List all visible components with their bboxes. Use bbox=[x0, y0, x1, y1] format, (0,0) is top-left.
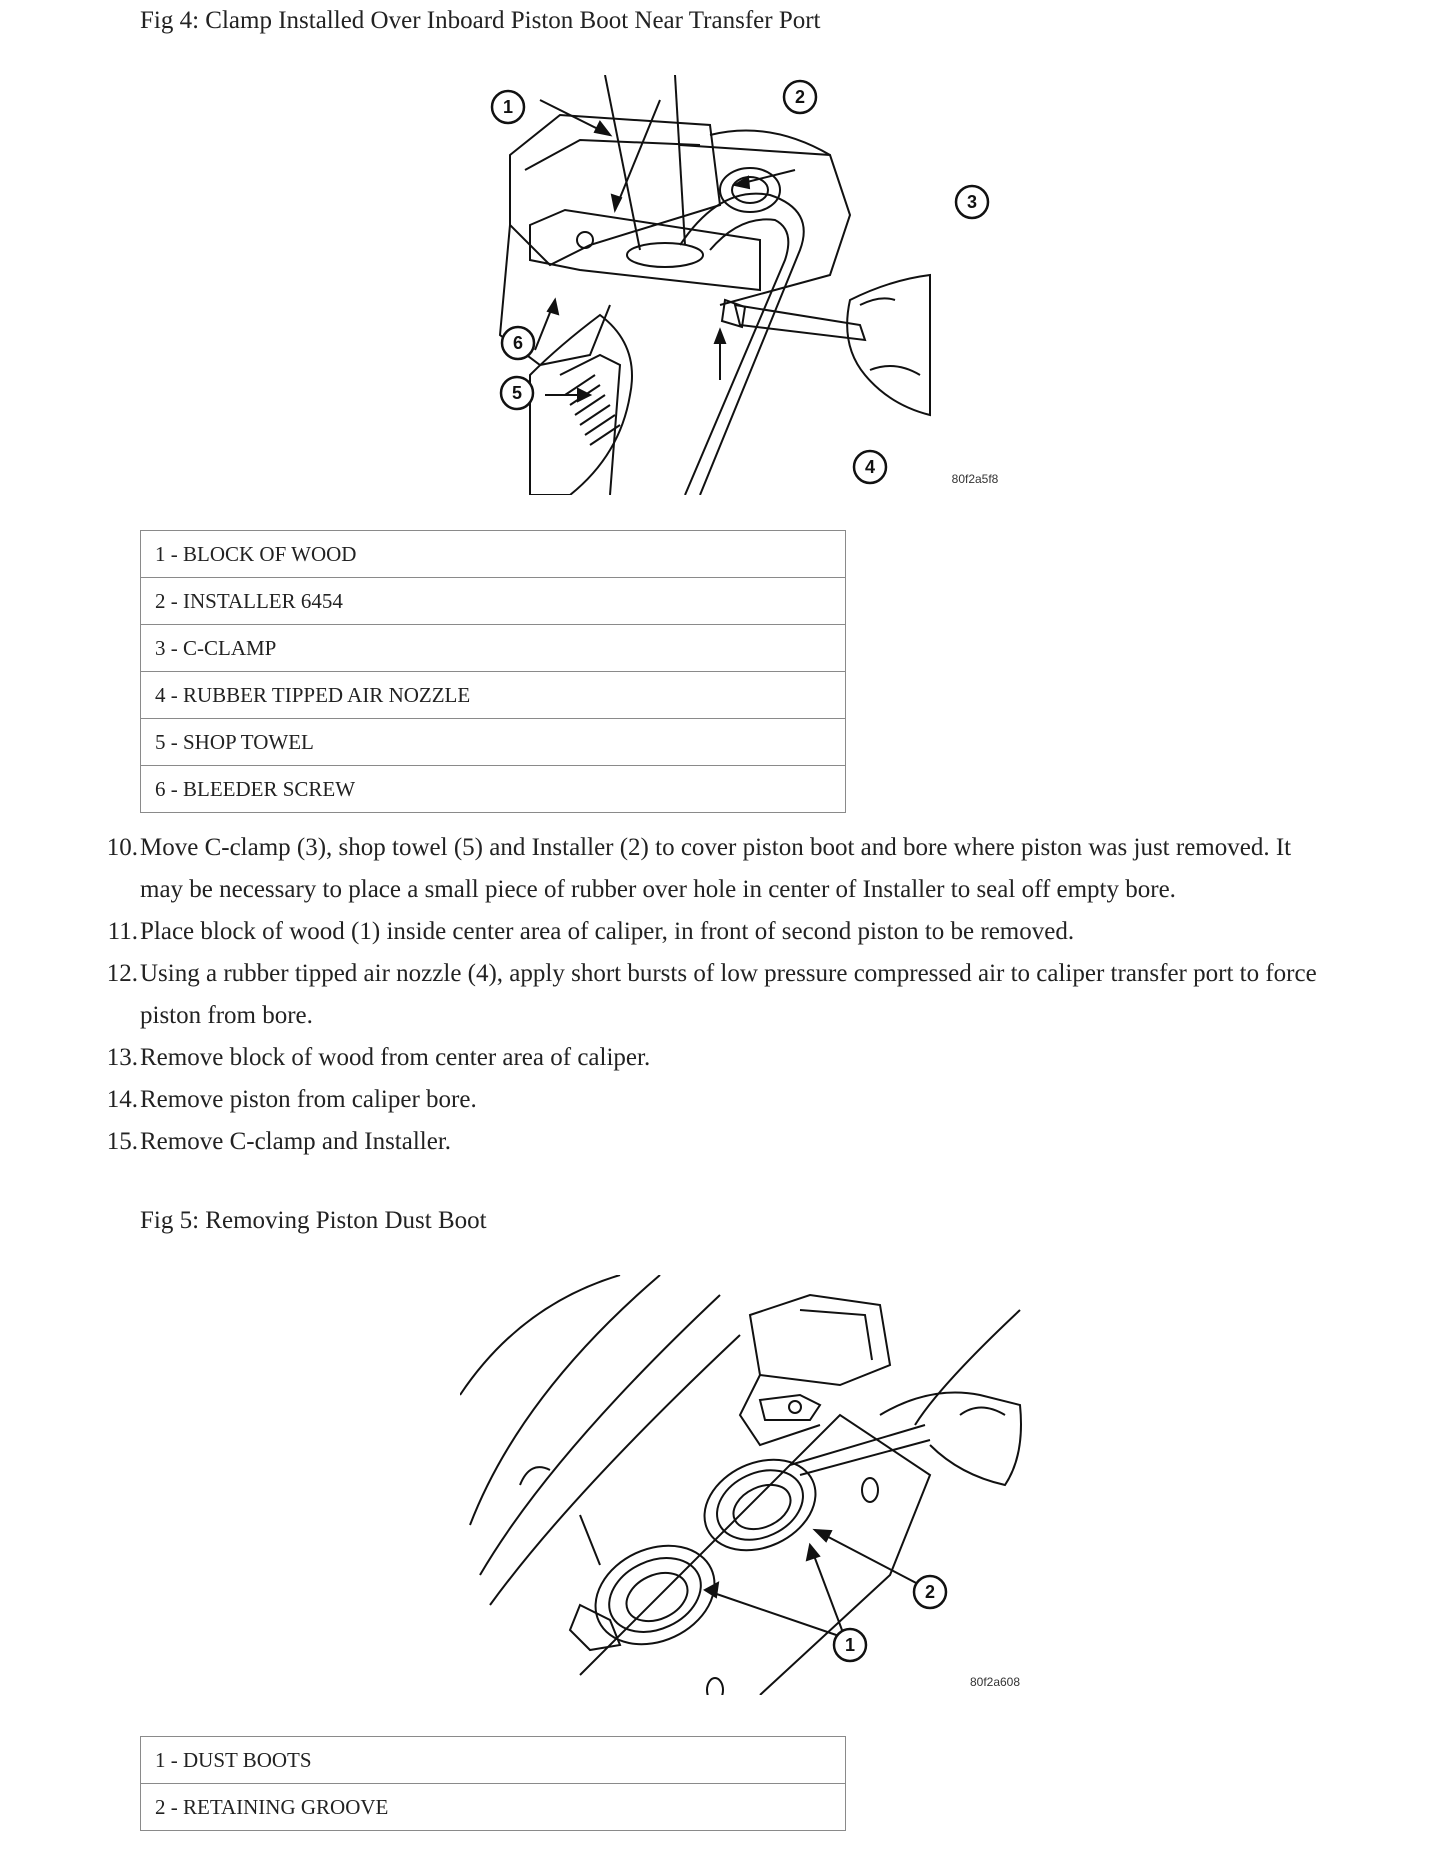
fig4-callout-5-label: 5 bbox=[511, 383, 523, 403]
fig5-image-code: 80f2a608 bbox=[969, 1675, 1021, 1689]
legend-item: 6 - BLEEDER SCREW bbox=[141, 766, 846, 813]
legend-item: 1 - DUST BOOTS bbox=[141, 1737, 846, 1784]
table-row bbox=[141, 766, 846, 813]
fig5-callout-2-label: 2 bbox=[924, 1582, 936, 1602]
fig4-caption: Fig 4: Clamp Installed Over Inboard Piston Boot Near Transfer Port bbox=[140, 7, 821, 34]
fig5-caption: Fig 5: Removing Piston Dust Boot bbox=[140, 1207, 487, 1234]
list-item bbox=[106, 1037, 1340, 1079]
table-row bbox=[141, 531, 846, 578]
table-row bbox=[141, 578, 846, 625]
step-text: Move C-clamp (3), shop towel (5) and Installer (2) to cover piston boot and bore where piston was just removed. It may be necessary to place a small piece of rubber over hole in center of Installer to seal off empty bore. bbox=[140, 834, 1292, 903]
legend-item: 5 - SHOP TOWEL bbox=[141, 719, 846, 766]
legend-item: 2 - RETAINING GROOVE bbox=[141, 1784, 846, 1831]
step-number: 12. bbox=[106, 960, 138, 987]
fig4-illustration bbox=[470, 75, 1030, 495]
legend-item: 2 - INSTALLER 6454 bbox=[141, 578, 846, 625]
fig4-callout-6-label: 6 bbox=[512, 333, 524, 353]
list-item bbox=[106, 827, 1340, 911]
legend-item: 4 - RUBBER TIPPED AIR NOZZLE bbox=[141, 672, 846, 719]
table-row bbox=[141, 625, 846, 672]
fig4-callout-1-label: 1 bbox=[502, 97, 514, 117]
step-number: 14. bbox=[106, 1086, 138, 1113]
step-number: 13. bbox=[106, 1044, 138, 1071]
list-item bbox=[106, 1121, 1340, 1163]
fig4-legend-table bbox=[140, 530, 846, 813]
table-row bbox=[141, 1784, 846, 1831]
legend-item: 1 - BLOCK OF WOOD bbox=[141, 531, 846, 578]
table-row bbox=[141, 672, 846, 719]
fig5-callout-1-label: 1 bbox=[844, 1635, 856, 1655]
step-text: Remove block of wood from center area of caliper. bbox=[140, 1044, 651, 1071]
legend-item: 3 - C-CLAMP bbox=[141, 625, 846, 672]
list-item bbox=[107, 911, 1340, 953]
step-number: 11. bbox=[107, 918, 138, 945]
procedure-steps bbox=[106, 827, 1340, 1163]
step-text: Using a rubber tipped air nozzle (4), apply short bursts of low pressure compressed air to caliper transfer port to force piston from bore. bbox=[140, 960, 1317, 1029]
table-row bbox=[141, 1737, 846, 1784]
step-number: 15. bbox=[106, 1128, 138, 1155]
fig4-callout-4-label: 4 bbox=[864, 457, 876, 477]
step-text: Remove piston from caliper bore. bbox=[140, 1086, 477, 1113]
step-number: 10. bbox=[106, 834, 138, 861]
step-text: Remove C-clamp and Installer. bbox=[140, 1128, 452, 1155]
fig5-illustration bbox=[460, 1275, 1030, 1695]
fig4-image-code: 80f2a5f8 bbox=[951, 472, 999, 486]
step-text: Place block of wood (1) inside center area of caliper, in front of second piston to be removed. bbox=[140, 918, 1075, 945]
fig4-callout-3-label: 3 bbox=[966, 192, 978, 212]
list-item bbox=[106, 953, 1340, 1037]
fig4-callout-2-label: 2 bbox=[794, 87, 806, 107]
table-row bbox=[141, 719, 846, 766]
fig5-legend-table bbox=[140, 1736, 846, 1831]
list-item bbox=[106, 1079, 1340, 1121]
